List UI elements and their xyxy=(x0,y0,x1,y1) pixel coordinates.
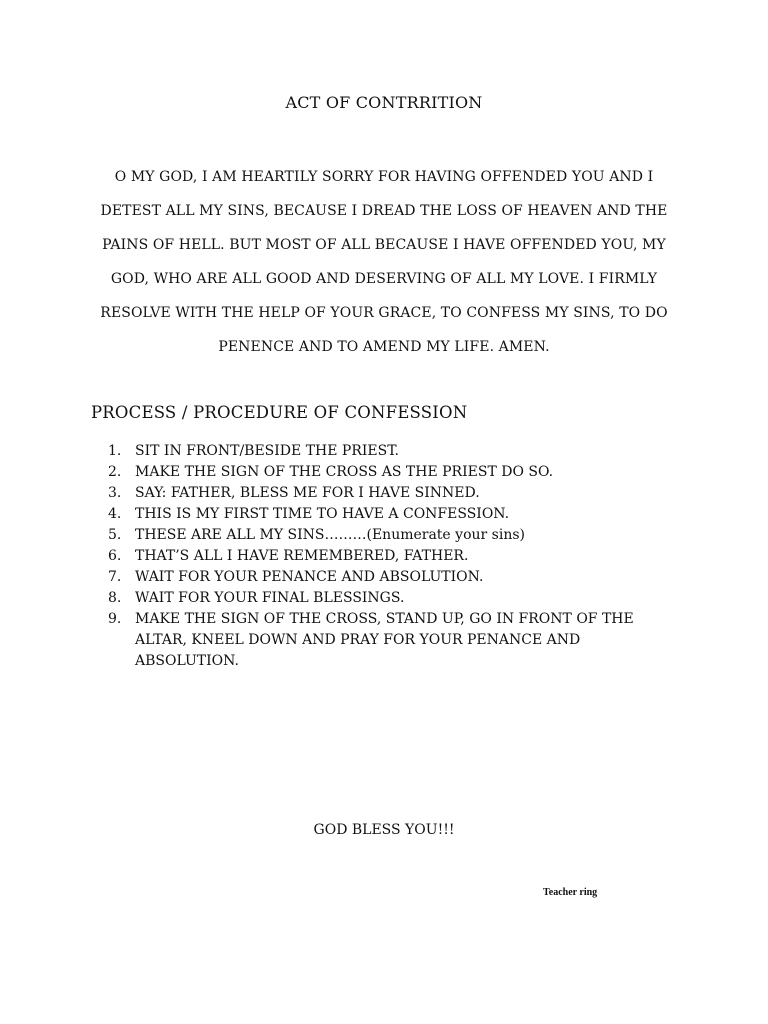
prayer-line: O MY GOD, I AM HEARTILY SORRY FOR HAVING OFFENDED YOU AND I xyxy=(114,169,654,185)
step-text xyxy=(135,546,668,567)
closing-blessing: GOD BLESS YOU!!! xyxy=(313,822,455,838)
list-item xyxy=(108,462,668,483)
step-line: SIT IN FRONT/BESIDE THE PRIEST. xyxy=(135,443,399,459)
step-text xyxy=(135,525,668,546)
prayer-line: GOD, WHO ARE ALL GOOD AND DESERVING OF ALL MY LOVE. I FIRMLY xyxy=(110,271,658,287)
list-item xyxy=(108,588,668,609)
step-text xyxy=(135,609,668,672)
step-text xyxy=(135,483,668,504)
step-number: 9. xyxy=(108,611,122,627)
prayer-line: PAINS OF HELL. BUT MOST OF ALL BECAUSE I HAVE OFFENDED YOU, MY xyxy=(102,237,666,253)
confession-steps-list xyxy=(108,441,668,672)
step-line: SAY: FATHER, BLESS ME FOR I HAVE SINNED. xyxy=(135,485,480,501)
prayer-line: RESOLVE WITH THE HELP OF YOUR GRACE, TO CONFESS MY SINS, TO DO xyxy=(100,305,668,321)
step-line: ALTAR, KNEEL DOWN AND PRAY FOR YOUR PENANCE AND xyxy=(135,632,581,648)
list-item xyxy=(108,546,668,567)
step-text xyxy=(135,462,668,483)
step-line: WAIT FOR YOUR PENANCE AND ABSOLUTION. xyxy=(135,569,484,585)
step-number: 7. xyxy=(108,569,122,585)
list-item xyxy=(108,567,668,588)
list-item xyxy=(108,525,668,546)
step-line: THAT’S ALL I HAVE REMEMBERED, FATHER. xyxy=(135,548,469,564)
step-number: 1. xyxy=(108,443,122,459)
list-item xyxy=(108,504,668,525)
step-text xyxy=(135,441,668,462)
list-item xyxy=(108,609,668,672)
step-number: 6. xyxy=(108,548,122,564)
step-line: MAKE THE SIGN OF THE CROSS AS THE PRIEST DO SO. xyxy=(135,464,554,480)
step-line: WAIT FOR YOUR FINAL BLESSINGS. xyxy=(135,590,405,606)
document-title: ACT OF CONTRRITION xyxy=(285,93,483,112)
step-number: 2. xyxy=(108,464,122,480)
list-item xyxy=(108,483,668,504)
step-text xyxy=(135,588,668,609)
step-number: 3. xyxy=(108,485,122,501)
step-line: THESE ARE ALL MY SINS………(Enumerate your sins) xyxy=(135,527,525,543)
section-heading: PROCESS / PROCEDURE OF CONFESSION xyxy=(91,403,468,422)
step-line: ABSOLUTION. xyxy=(135,653,239,669)
signature: Teacher ring xyxy=(543,887,598,898)
step-text xyxy=(135,567,668,588)
list-item xyxy=(108,441,668,462)
prayer-line: DETEST ALL MY SINS, BECAUSE I DREAD THE LOSS OF HEAVEN AND THE xyxy=(100,203,668,219)
step-line: THIS IS MY FIRST TIME TO HAVE A CONFESSION. xyxy=(135,506,510,522)
prayer-paragraph xyxy=(82,160,686,364)
step-number: 5. xyxy=(108,527,122,543)
step-number: 8. xyxy=(108,590,122,606)
step-line: MAKE THE SIGN OF THE CROSS, STAND UP, GO IN FRONT OF THE xyxy=(135,611,634,627)
step-text xyxy=(135,504,668,525)
prayer-line: PENENCE AND TO AMEND MY LIFE. AMEN. xyxy=(218,339,550,355)
step-number: 4. xyxy=(108,506,122,522)
